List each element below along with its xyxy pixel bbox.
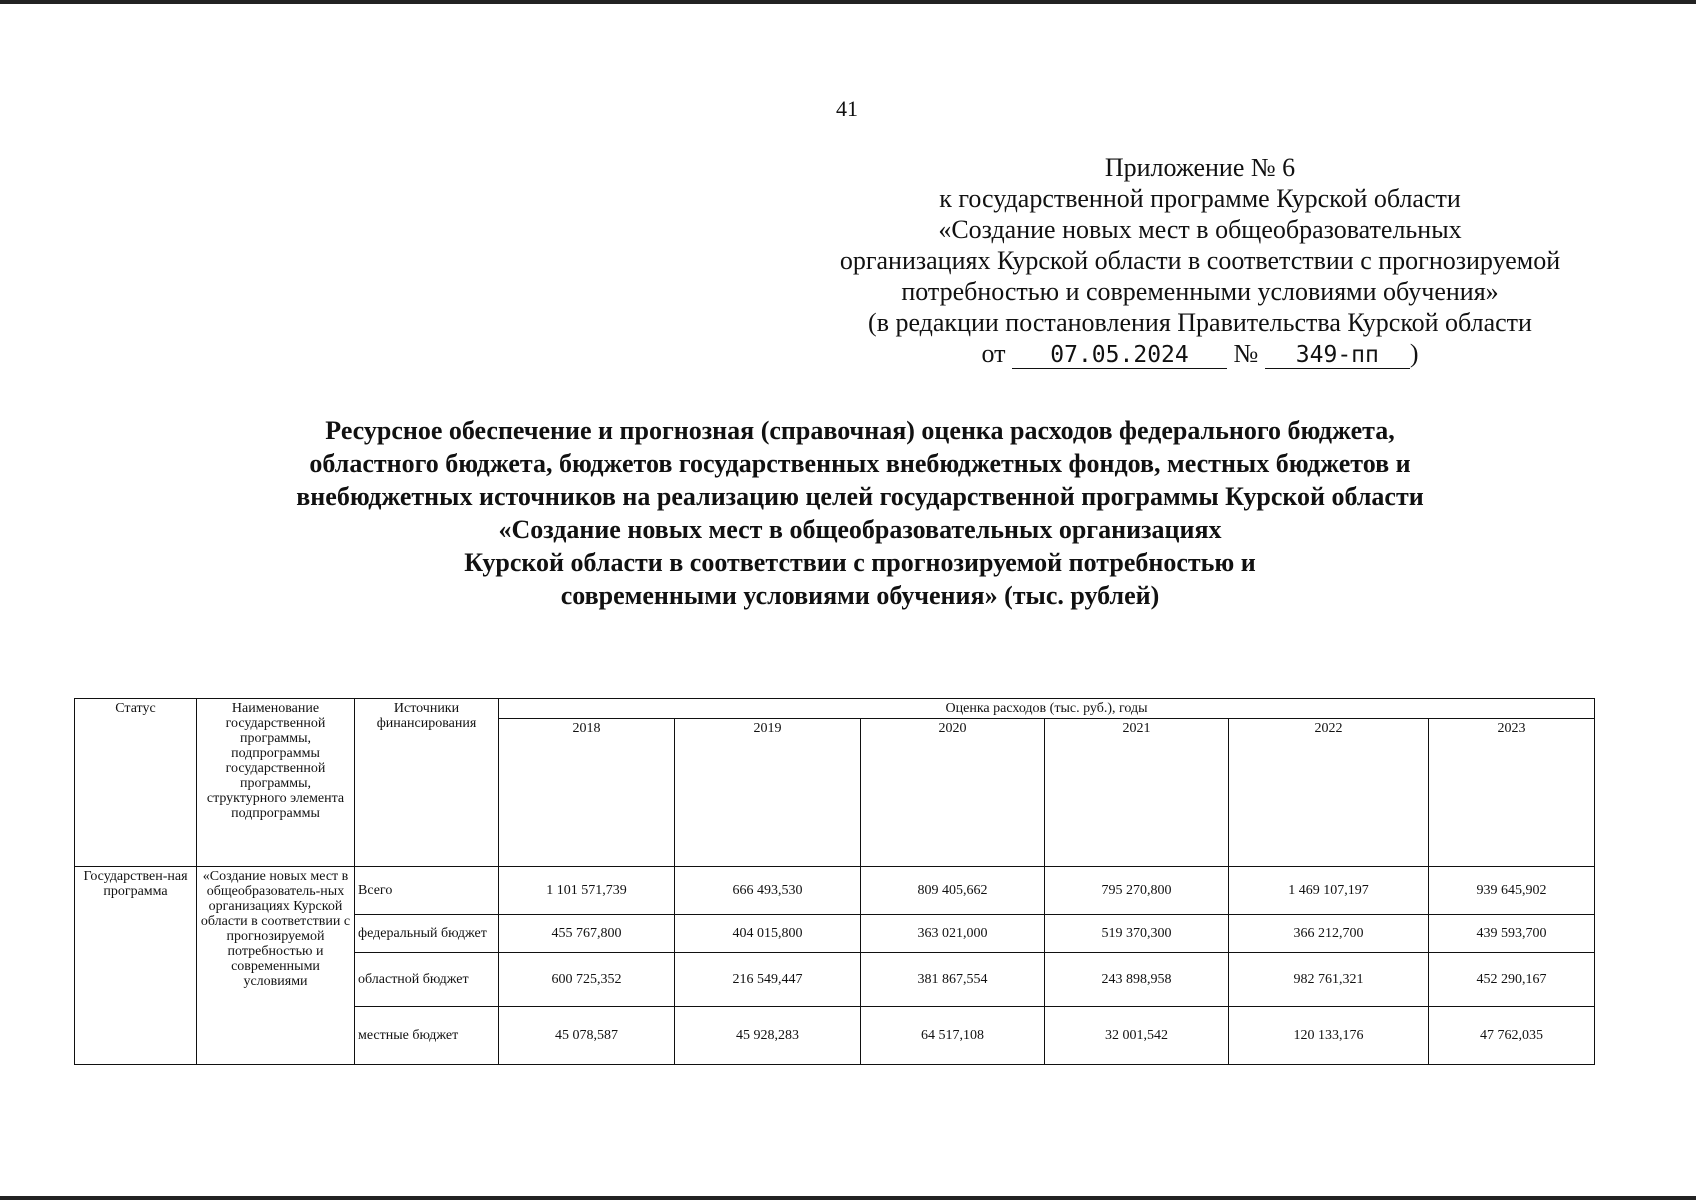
appendix-line: (в редакции постановления Правительства Курской области <box>868 308 1532 337</box>
resolution-number: 349-пп <box>1265 342 1410 369</box>
header-name: Наименование государственной программы, подпрограммы государственной программы, структурного элемента подпрограммы <box>197 699 355 867</box>
appendix-line: организациях Курской области в соответствии с прогнозируемой <box>839 246 1561 275</box>
source-cell: местные бюджет <box>355 1007 499 1065</box>
title-line: внебюджетных источников на реализацию целей государственной программы Курской области <box>296 482 1424 511</box>
table-row <box>75 867 1595 915</box>
title-line: Ресурсное обеспечение и прогнозная (справочная) оценка расходов федерального бюджета, <box>325 416 1395 445</box>
scan-border-top <box>0 0 1696 4</box>
header-sources: Источники финансирования <box>355 699 499 867</box>
appendix-header <box>760 152 1640 369</box>
value-cell: 45 928,283 <box>675 1007 861 1065</box>
header-year: 2021 <box>1045 719 1229 867</box>
appendix-line: потребностью и современными условиями обучения» <box>901 277 1499 306</box>
title-line: «Создание новых мест в общеобразовательных организациях <box>498 515 1222 544</box>
title-line: Курской области в соответствии с прогнозируемой потребностью и <box>464 548 1256 577</box>
value-cell: 600 725,352 <box>499 953 675 1007</box>
value-cell: 47 762,035 <box>1429 1007 1595 1065</box>
status-cell: Государствен-ная программа <box>75 867 197 1065</box>
value-cell: 795 270,800 <box>1045 867 1229 915</box>
value-cell: 363 021,000 <box>861 915 1045 953</box>
value-cell: 1 469 107,197 <box>1229 867 1429 915</box>
value-cell: 439 593,700 <box>1429 915 1595 953</box>
program-name-cell: «Создание новых мест в общеобразователь-ных организациях Курской области в соответствии с прогнозируемой потребностью и современными условиями <box>197 867 355 1065</box>
header-estimate: Оценка расходов (тыс. руб.), годы <box>499 699 1595 719</box>
title-line: областного бюджета, бюджетов государственных внебюджетных фондов, местных бюджетов и <box>309 449 1411 478</box>
header-year: 2023 <box>1429 719 1595 867</box>
appendix-line: «Создание новых мест в общеобразовательных <box>938 215 1462 244</box>
value-cell: 381 867,554 <box>861 953 1045 1007</box>
title-line: современными условиями обучения» (тыс. рублей) <box>560 581 1160 610</box>
value-cell: 32 001,542 <box>1045 1007 1229 1065</box>
resolution-date: 07.05.2024 <box>1012 342 1227 369</box>
table-header-row <box>75 699 1595 719</box>
source-cell: Всего <box>355 867 499 915</box>
header-year: 2018 <box>499 719 675 867</box>
value-cell: 243 898,958 <box>1045 953 1229 1007</box>
value-cell: 64 517,108 <box>861 1007 1045 1065</box>
appendix-line: к государственной программе Курской области <box>939 184 1461 213</box>
header-year: 2022 <box>1229 719 1429 867</box>
header-year: 2020 <box>861 719 1045 867</box>
appendix-line: Приложение № 6 <box>1104 153 1296 182</box>
value-cell: 404 015,800 <box>675 915 861 953</box>
header-status: Статус <box>75 699 197 867</box>
value-cell: 216 549,447 <box>675 953 861 1007</box>
value-cell: 120 133,176 <box>1229 1007 1429 1065</box>
document-title <box>200 414 1520 612</box>
ref-close: ) <box>1409 339 1419 368</box>
value-cell: 45 078,587 <box>499 1007 675 1065</box>
value-cell: 1 101 571,739 <box>499 867 675 915</box>
value-cell: 809 405,662 <box>861 867 1045 915</box>
page-number: 41 <box>836 96 858 121</box>
value-cell: 455 767,800 <box>499 915 675 953</box>
budget-table <box>74 698 1595 1065</box>
value-cell: 366 212,700 <box>1229 915 1429 953</box>
value-cell: 452 290,167 <box>1429 953 1595 1007</box>
resolution-reference <box>760 338 1640 369</box>
source-cell: федеральный бюджет <box>355 915 499 953</box>
ref-number-sign: № <box>1233 339 1259 368</box>
value-cell: 519 370,300 <box>1045 915 1229 953</box>
scan-border-bottom <box>0 1196 1696 1200</box>
ref-prefix: от <box>981 339 1006 368</box>
source-cell: областной бюджет <box>355 953 499 1007</box>
value-cell: 666 493,530 <box>675 867 861 915</box>
value-cell: 982 761,321 <box>1229 953 1429 1007</box>
value-cell: 939 645,902 <box>1429 867 1595 915</box>
header-year: 2019 <box>675 719 861 867</box>
